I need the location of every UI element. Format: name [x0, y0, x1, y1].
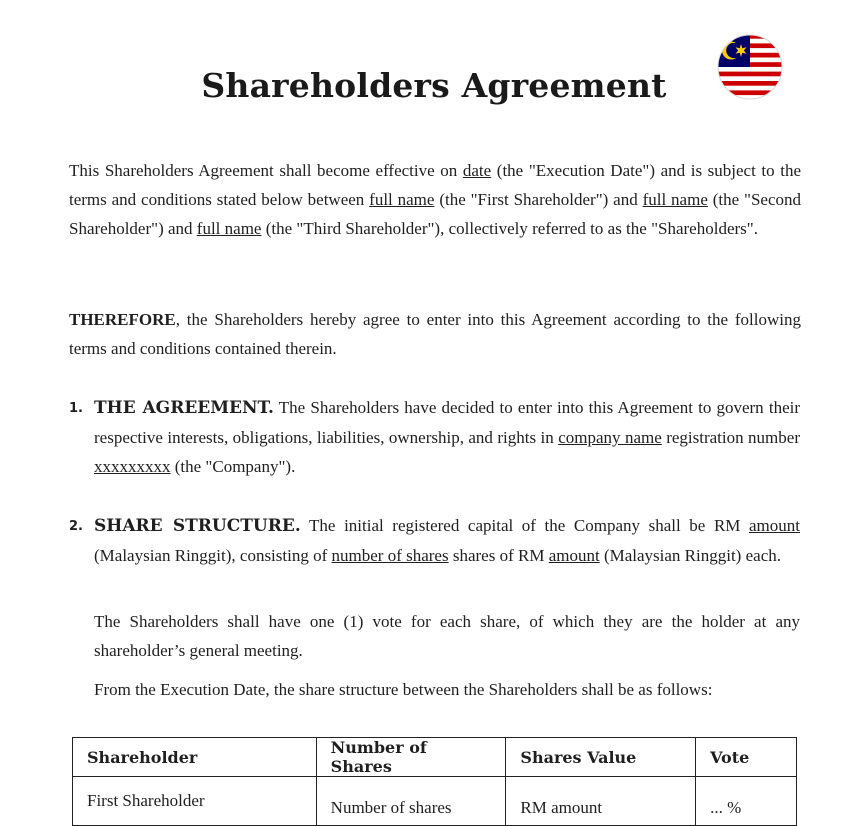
second-shareholder-name[interactable]: full name: [642, 190, 708, 209]
third-shareholder-name[interactable]: full name: [196, 219, 262, 238]
therefore-paragraph: THEREFORE, the Shareholders hereby agree to enter into this Agreement according to the following terms and conditions contained therein.: [69, 310, 801, 358]
share-amount-placeholder[interactable]: amount: [548, 546, 600, 565]
share-structure-table: [72, 737, 797, 826]
structure-intro-paragraph: From the Execution Date, the share structure between the Shareholders shall be as follows:: [94, 680, 713, 699]
table-cell: ... %: [696, 777, 797, 826]
section-number: 1.: [69, 401, 83, 416]
capital-amount-placeholder[interactable]: amount: [748, 516, 800, 535]
table-cell: First Shareholder: [73, 777, 317, 826]
table-row: [73, 777, 797, 826]
document-title: Shareholders Agreement: [201, 66, 667, 105]
table-header: Number of Shares: [316, 738, 506, 777]
first-shareholder-name[interactable]: full name: [369, 190, 435, 209]
company-name-placeholder[interactable]: company name: [558, 428, 662, 447]
section-number: 2.: [69, 519, 83, 534]
section-heading: THE AGREEMENT.: [94, 398, 274, 418]
table-header: Shares Value: [506, 738, 696, 777]
table-cell: Number of shares: [316, 777, 506, 826]
date-placeholder[interactable]: date: [462, 161, 492, 180]
intro-paragraph: This Shareholders Agreement shall become effective on date (the "Execution Date") and is subject to the terms and conditions stated below between full name (the "First Shareholder") and full name (the "Second Shareholder") and full name (the "Third Shareholder"), collectively referred to as the "Shareholders".: [69, 161, 802, 238]
section-heading: SHARE STRUCTURE.: [94, 516, 301, 536]
vote-paragraph: The Shareholders shall have one (1) vote for each share, of which they are the holder at any shareholder’s general meeting.: [94, 612, 800, 660]
table-header: Shareholder: [73, 738, 317, 777]
table-cell: RM amount: [506, 777, 696, 826]
table-header: Vote: [696, 738, 797, 777]
section-agreement: THE AGREEMENT. The Shareholders have decided to enter into this Agreement to govern their respective interests, obligations, liabilities, ownership, and rights in company name registration number xxxxxxxxx (the "Company").: [94, 398, 800, 476]
number-of-shares-placeholder[interactable]: number of shares: [331, 546, 449, 565]
section-share-structure: SHARE STRUCTURE. The initial registered capital of the Company shall be RM amount (Malaysian Ringgit), consisting of number of shares shares of RM amount (Malaysian Ringgit) each.: [94, 516, 800, 565]
registration-number-placeholder[interactable]: xxxxxxxxx: [94, 457, 171, 476]
table-header-row: [73, 738, 797, 777]
